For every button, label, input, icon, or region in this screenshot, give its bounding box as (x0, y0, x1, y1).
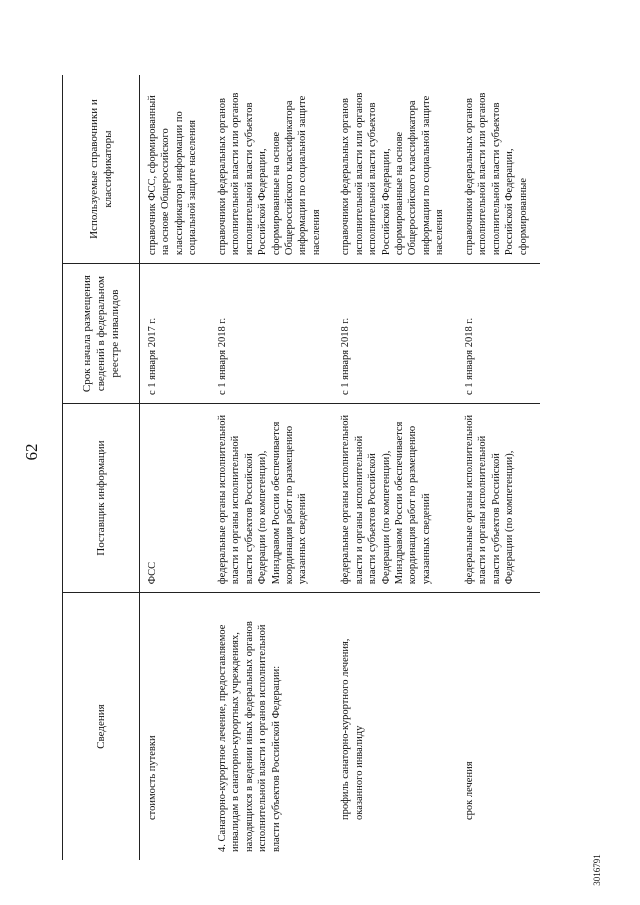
cell-classifiers: справочники федеральных органов исполнительной власти или органов исполнительной власти субъектов Российской Федерации, сформированные на основе Общероссийского классификатора информации по социальной защите населения (210, 75, 334, 264)
table-row (210, 75, 334, 860)
table-row (140, 75, 210, 860)
cell-start-date: с 1 января 2018 г. (333, 264, 457, 404)
cell-start-date: с 1 января 2017 г. (140, 264, 210, 404)
cell-info: срок лечения (463, 761, 475, 820)
cell-classifiers: справочники федеральных органов исполнительной власти или органов исполнительной власти субъектов Российской Федерации, сформированные (457, 75, 540, 264)
page-number: 62 (22, 443, 41, 461)
table-header-row (63, 75, 140, 860)
cell-info: профиль санаторно-курортного лечения, оказанного инвалиду (340, 638, 365, 820)
header-info: Сведения (63, 593, 140, 860)
cell-supplier: ФСС (140, 404, 210, 593)
header-supplier: Поставщик информации (63, 404, 140, 593)
table-row (457, 75, 540, 860)
cell-supplier: федеральные органы исполнительной власти и органы исполнительной власти субъектов Российской Федерации (по компетенции), Минздравом России обеспечивается координация работ по размещению указанных сведений (210, 404, 334, 593)
rotated-table-sheet (62, 75, 567, 860)
cell-supplier: федеральные органы исполнительной власти и органы исполнительной власти субъектов Российской Федерации (по компетенции), Минздравом России обеспечивается координация работ по размещению указанных сведений (333, 404, 457, 593)
cell-info: стоимость путевки (147, 735, 158, 820)
disability-registry-table (62, 75, 540, 860)
document-id: 3016791 (592, 854, 602, 886)
cell-classifiers: справочник ФСС, сформированный на основе Общероссийского классификатора информации по социальной защите населения (140, 75, 210, 264)
table-row (333, 75, 457, 860)
cell-supplier: федеральные органы исполнительной власти и органы исполнительной власти субъектов Российской Федерации (по компетенции), (457, 404, 540, 593)
cell-classifiers: справочники федеральных органов исполнительной власти или органов исполнительной власти субъектов Российской Федерации, сформированные на основе Общероссийского классификатора информации по социальной защите населения (333, 75, 457, 264)
cell-start-date: с 1 января 2018 г. (210, 264, 334, 404)
cell-info: 4. Санаторно-курортное лечение, предоставляемое инвалидам в санаторно-курортных учреждениях, находящихся в ведении иных федеральных органов исполнительной власти и органов исполнительной власти субъектов Российской Федерации: (216, 621, 282, 852)
header-start-date: Срок начала размещения сведений в федеральном реестре инвалидов (63, 264, 140, 404)
header-classifiers: Используемые справочники и классификаторы (63, 75, 140, 264)
cell-start-date: с 1 января 2018 г. (457, 264, 540, 404)
